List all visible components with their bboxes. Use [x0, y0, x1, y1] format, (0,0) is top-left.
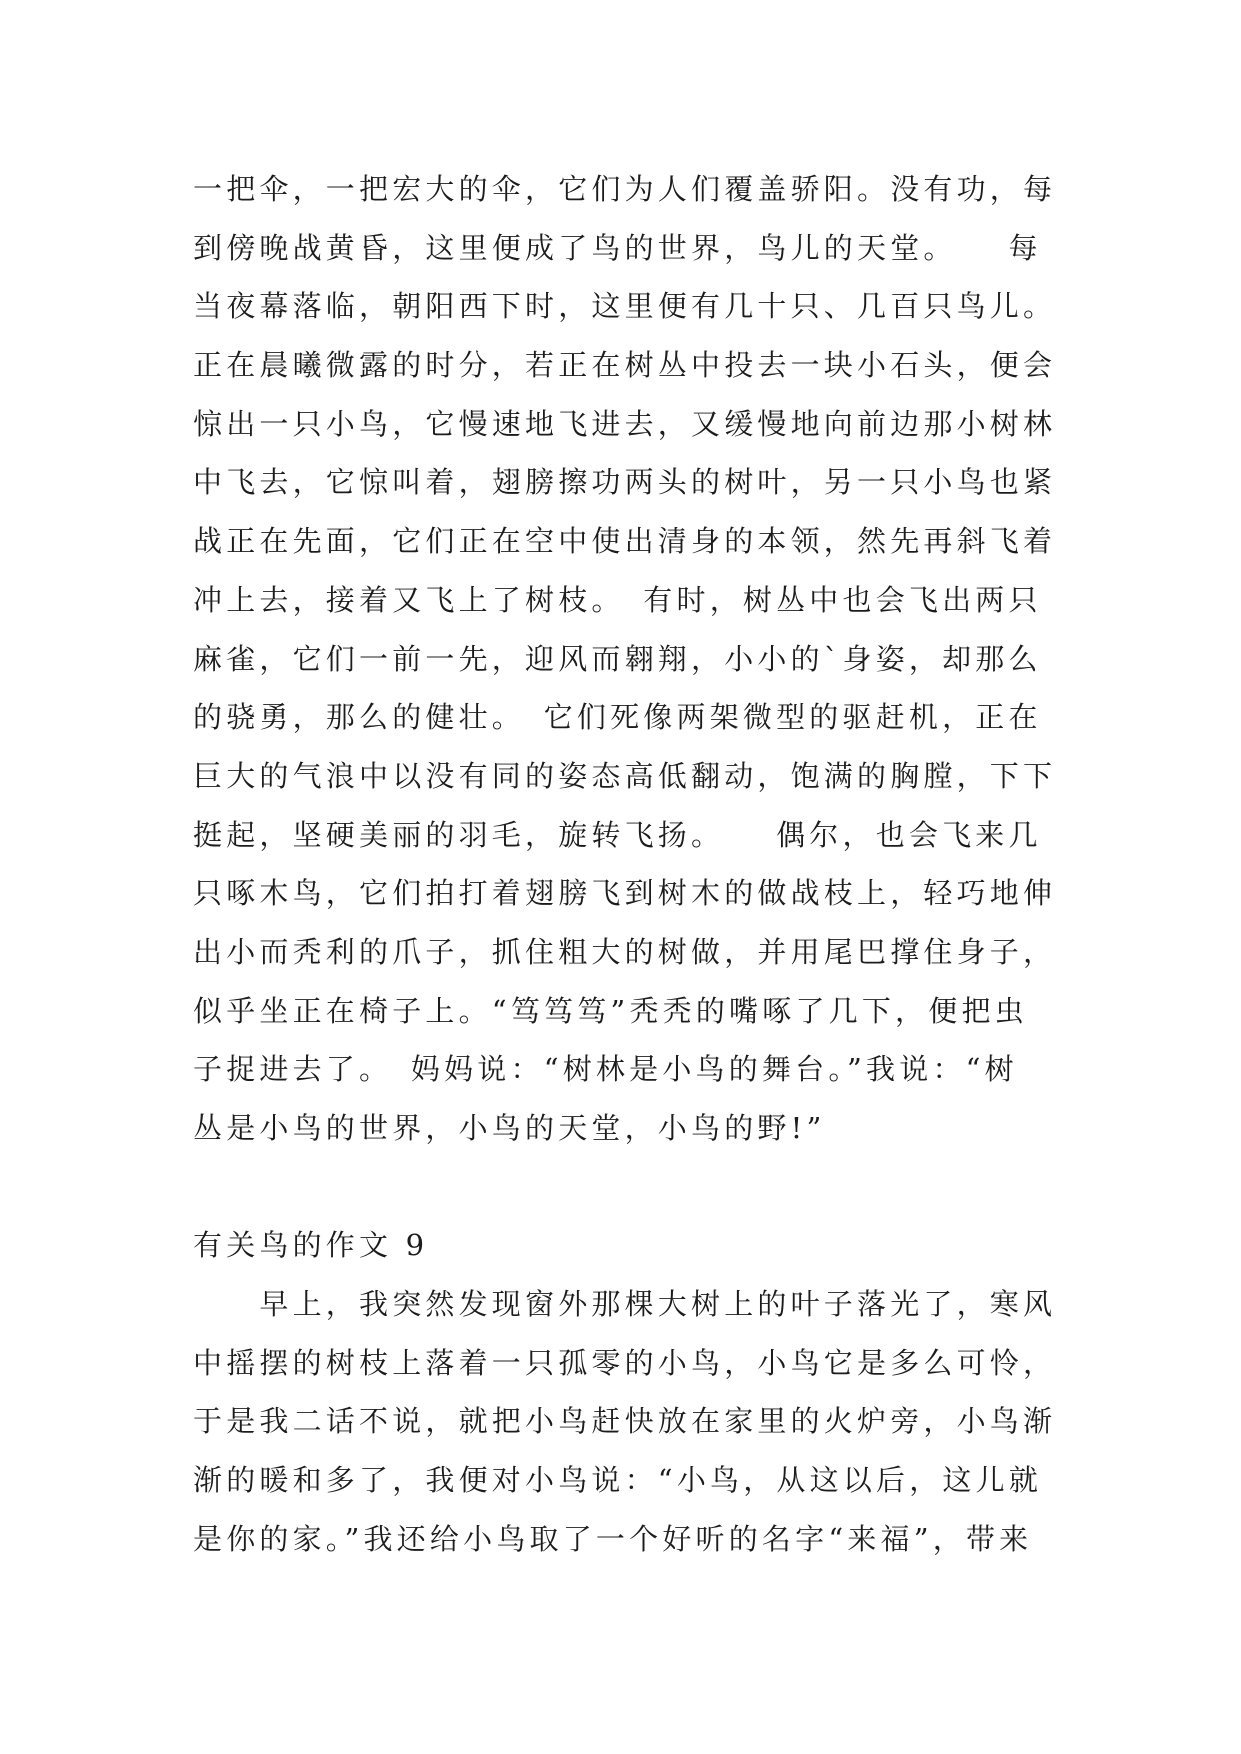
text-line: 麻雀，它们一前一先，迎风而翱翔，小小的`身姿，却那么 [193, 641, 1042, 676]
document-body [193, 160, 1193, 1569]
text-line: 战正在先面，它们正在空中使出清身的本领，然先再斜飞着 [193, 524, 1057, 559]
text-line: 出小而秃利的爪子，抓住粗大的树做，并用尾巴撑住身子， [193, 934, 1057, 969]
text-line: 中摇摆的树枝上落着一只孤零的小鸟，小鸟它是多么可怜， [193, 1345, 1057, 1380]
paragraph-1 [193, 160, 1193, 1158]
text-line: 似乎坐正在椅子上。“笃笃笃”秃秃的嘴啄了几下，便把虫 [193, 993, 1028, 1028]
text-line: 巨大的气浪中以没有同的姿态高低翻动，饱满的胸膛，下下 [193, 758, 1057, 793]
section-heading: 有关鸟的作文 9 [193, 1228, 429, 1263]
paragraph-spacer [193, 1158, 1193, 1217]
text-line: 渐的暖和多了，我便对小鸟说：“小鸟，从这以后，这儿就 [193, 1463, 1043, 1498]
text-line: 当夜幕落临，朝阳西下时，这里便有几十只、几百只鸟儿。 [193, 289, 1057, 324]
text-line: 到傍晚战黄昏，这里便成了鸟的世界，鸟儿的天堂。 每 [193, 230, 1042, 265]
text-line: 正在晨曦微露的时分，若正在树丛中投去一块小石头，便会 [193, 348, 1057, 383]
text-line: 子捉进去了。 妈妈说：“树林是小鸟的舞台。”我说：“树 [193, 1052, 1018, 1087]
text-line: 一把伞，一把宏大的伞，它们为人们覆盖骄阳。没有功，每 [193, 172, 1057, 206]
text-line: 冲上去，接着又飞上了树枝。 有时，树丛中也会飞出两只 [193, 582, 1042, 617]
text-line: 于是我二话不说，就把小鸟赶快放在家里的火炉旁，小鸟渐 [193, 1404, 1057, 1439]
text-line: 早上，我突然发现窗外那棵大树上的叶子落光了，寒风 [193, 1287, 1057, 1322]
text-line: 只啄木鸟，它们拍打着翅膀飞到树木的做战枝上，轻巧地伸 [193, 876, 1057, 911]
paragraph-2 [193, 1275, 1193, 1568]
text-line: 的骁勇，那么的健壮。 它们死像两架微型的驱赶机，正在 [193, 700, 1042, 735]
text-line: 挺起，坚硬美丽的羽毛，旋转飞扬。 偶尔，也会飞来几 [193, 817, 1042, 852]
text-line: 丛是小鸟的世界，小鸟的天堂，小鸟的野!” [193, 1111, 826, 1145]
text-line: 中飞去，它惊叫着，翅膀擦功两头的树叶，另一只小鸟也紧 [193, 465, 1057, 500]
text-line: 是你的家。”我还给小鸟取了一个好听的名字“来福”，带来 [193, 1521, 1033, 1556]
text-line: 惊出一只小鸟，它慢速地飞进去，又缓慢地向前边那小树林 [193, 406, 1057, 441]
